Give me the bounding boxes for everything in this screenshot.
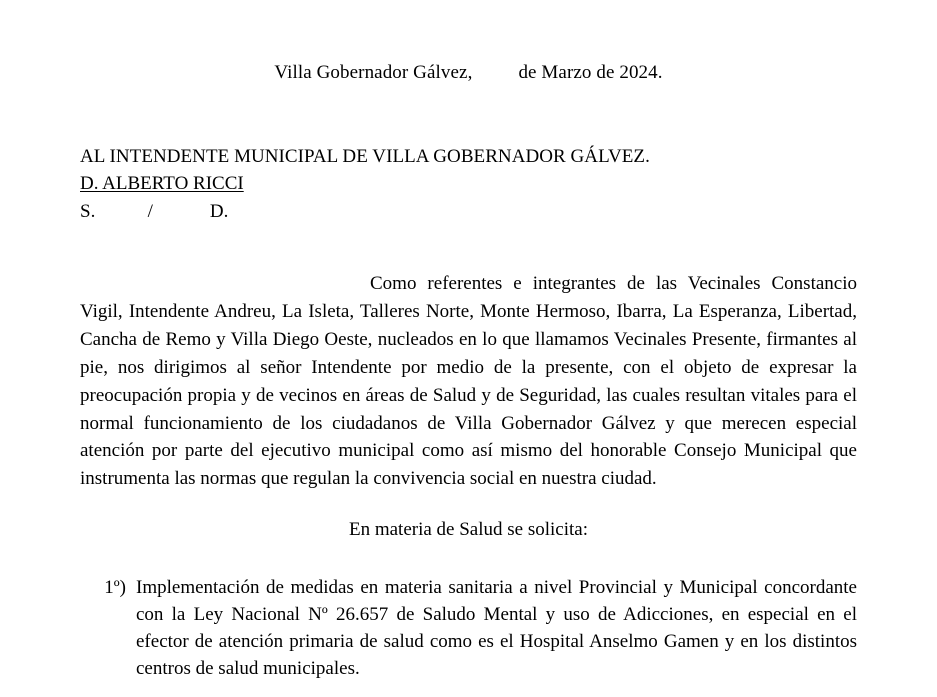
list-item-text: Implementación de medidas en materia sanitaria a nivel Provincial y Municipal concordante con la Ley Nacional Nº 26.657 de Saludo Mental y uso de Adicciones, en especial en el efector de atención primaria de salud como es el Hospital Anselmo Gamen y en los distintos centros de salud municipales. bbox=[136, 577, 857, 680]
addressee-name: D. ALBERTO RICCI bbox=[80, 172, 244, 194]
list-item-number: 1º) bbox=[104, 577, 126, 599]
addressee-block bbox=[80, 144, 857, 226]
document-page bbox=[0, 62, 937, 697]
section-subheading: En materia de Salud se solicita: bbox=[348, 519, 588, 541]
list-item bbox=[80, 575, 857, 683]
addressee-salutation: S. / D. bbox=[80, 200, 229, 222]
paragraph-text: Como referentes e integrantes de las Vecinales Constancio Vigil, Intendente Andreu, La Isleta, Talleres Norte, Monte Hermoso, Ibarra, La Esperanza, Libertad, Cancha de Remo y Villa Diego Oeste, nucleados en lo que llamamos Vecinales Presente, firmantes al pie, nos dirigimos al señor Intendente por medio de la presente, con el objeto de expresar la preocupación propia y de vecinos en áreas de Salud y de Seguridad, las cuales resultan vitales para el normal funcionamiento de los ciudadanos de Villa Gobernador Gálvez y que merecen especial atención por parte del ejecutivo municipal como así mismo del honorable Consejo Municipal que instrumenta las normas que regulan la convivencia social en nuestra ciudad. bbox=[80, 272, 857, 490]
requests-list bbox=[80, 575, 857, 683]
body-paragraph bbox=[80, 270, 857, 493]
date-line bbox=[80, 62, 857, 84]
date-city: Villa Gobernador Gálvez, bbox=[274, 62, 473, 83]
addressee-title: AL INTENDENTE MUNICIPAL DE VILLA GOBERNADOR GÁLVEZ. bbox=[80, 146, 650, 167]
date-rest: de Marzo de 2024. bbox=[518, 62, 663, 83]
